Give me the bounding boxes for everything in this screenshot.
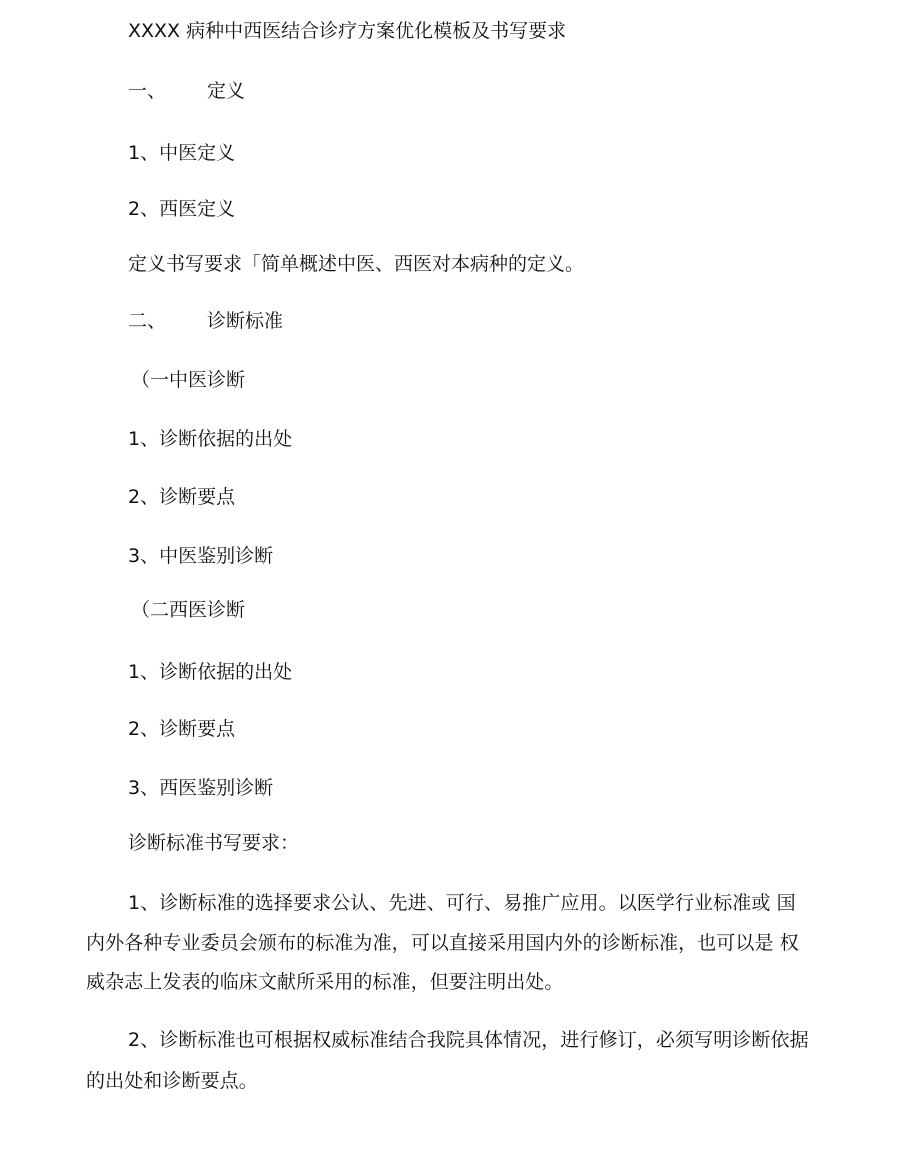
section-2-heading: 诊断标准: [207, 310, 284, 332]
paragraph-2-line-2: 的出处和诊断要点。: [86, 1070, 258, 1092]
wm-diagnosis-heading: （二西医诊断: [131, 599, 246, 621]
wm-item-1: 1、诊断依据的出处: [128, 661, 293, 683]
section-1-number: 一、: [128, 80, 167, 102]
section-2-number: 二、: [128, 310, 167, 332]
diagnosis-requirement-heading: 诊断标准书写要求：: [128, 832, 300, 854]
tcm-item-3: 3、中医鉴别诊断: [128, 545, 274, 567]
tcm-diagnosis-heading: （一中医诊断: [131, 369, 246, 391]
wm-item-3: 3、西医鉴别诊断: [128, 777, 274, 799]
section-1-requirement: 定义书写要求「简单概述中医、西医对本病种的定义。: [128, 253, 585, 275]
section-1-item-1: 1、中医定义: [128, 142, 236, 164]
paragraph-1-line-1: 1、诊断标准的选择要求公认、先进、可行、易推广应用。以医学行业标准或 国: [128, 892, 796, 914]
section-1-item-2: 2、西医定义: [128, 198, 236, 220]
paragraph-1-line-2: 内外各种专业委员会颁布的标准为准，可以直接采用国内外的诊断标准，也可以是 权: [86, 932, 799, 954]
wm-item-2: 2、诊断要点: [128, 718, 236, 740]
paragraph-2-line-1: 2、诊断标准也可根据权威标准结合我院具体情况，进行修订，必须写明诊断依据: [128, 1029, 809, 1051]
tcm-item-1: 1、诊断依据的出处: [128, 428, 293, 450]
section-1-heading: 定义: [207, 80, 246, 102]
document-title: XXXX 病种中西医结合诊疗方案优化模板及书写要求: [128, 20, 567, 42]
paragraph-1-line-3: 威杂志上发表的临床文献所采用的标准，但要注明出处。: [86, 971, 564, 993]
tcm-item-2: 2、诊断要点: [128, 486, 236, 508]
